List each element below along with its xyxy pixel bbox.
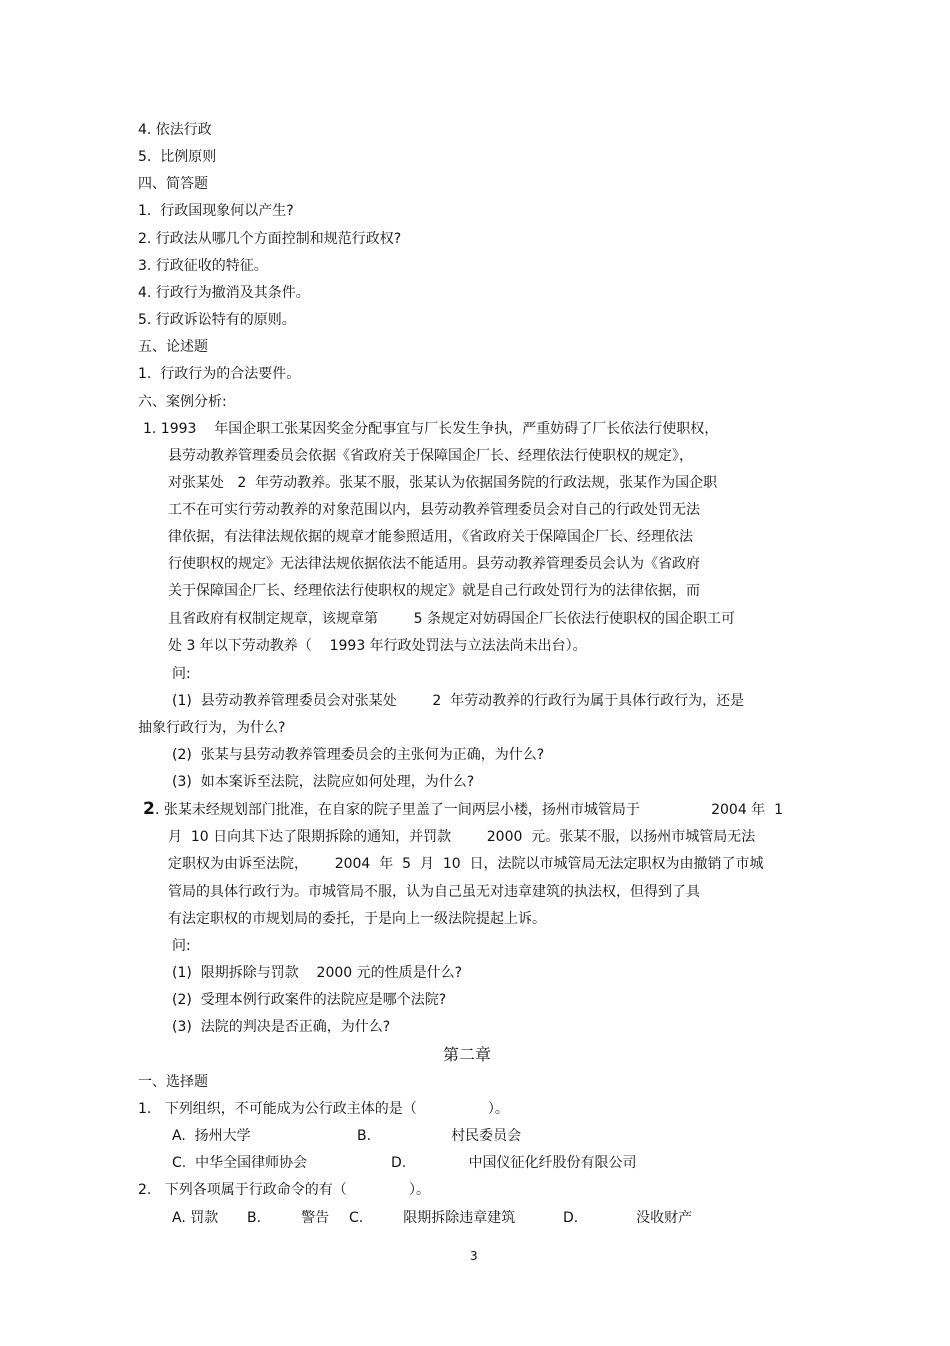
choice-q1-option-a: A. 扬州大学 [172, 1128, 251, 1144]
case2-q1: (1) 限期拆除与罚款 2000 元的性质是什么? [172, 965, 463, 981]
choice-q1-option-c: C. 中华全国律师协会 [172, 1155, 308, 1171]
case1-q3: (3) 如本案诉至法院，法院应如何处理，为什么? [172, 774, 475, 790]
case1-line2: 县劳动教养管理委员会依据《省政府关于保障国企厂长、经理依法行使职权的规定》， [168, 448, 693, 464]
case2-line3: 定职权为由诉至法院， 2004 年 5 月 10 日，法院以市城管局无法定职权为由撤销了市城 [168, 856, 764, 872]
case2-q2: (2) 受理本例行政案件的法院应是哪个法院? [172, 992, 447, 1008]
section-heading-essay: 五、论述题 [138, 339, 208, 355]
case1-line4: 工不在可实行劳动教养的对象范围以内，县劳动教养管理委员会对自己的行政处罚无法 [168, 502, 700, 518]
case1-line5: 律依据，有法律法规依据的规章才能参照适用，《省政府关于保障国企厂长、经理依法 [168, 529, 693, 545]
section-heading-choice: 一、选择题 [138, 1074, 208, 1090]
section-heading-short-answer: 四、简答题 [138, 176, 208, 192]
page-number: 3 [470, 1249, 478, 1263]
case1-q2: (2) 张某与县劳动教养管理委员会的主张何为正确，为什么? [172, 747, 545, 763]
case2-line1: . 张某未经规划部门批准，在自家的院子里盖了一间两层小楼，扬州市城管局于 2004 年 1 [155, 802, 783, 818]
case1-ask: 问: [172, 666, 191, 682]
case2-line5: 有法定职权的市规划局的委托，于是向上一级法院提起上诉。 [168, 911, 546, 927]
case1-line7: 关于保障国企厂长、经理依法行使职权的规定》就是自己行政处罚行为的法律依据，而 [168, 583, 700, 599]
case2-line2: 月 10 日向其下达了限期拆除的通知，并罚款 2000 元。张某不服，以扬州市城管局无法 [168, 829, 756, 845]
short-answer-q5: 5. 行政诉讼特有的原则。 [138, 312, 296, 328]
case2-number: 2 [143, 799, 155, 819]
choice-q1-option-b: B. 村民委员会 [357, 1128, 522, 1144]
choice-q2-stem: 2. 下列各项属于行政命令的有（ ）。 [138, 1182, 431, 1198]
essay-q1: 1. 行政行为的合法要件。 [138, 366, 301, 382]
item-5: 5. 比例原则 [138, 149, 217, 165]
choice-q2-option-d: D. 没收财产 [563, 1210, 693, 1226]
case1-line8: 且省政府有权制定规章，该规章第 5 条规定对妨碍国企厂长依法行使职权的国企职工可 [168, 611, 735, 627]
choice-q2-option-a: A. 罚款 [172, 1210, 219, 1226]
case2-line4: 管局的具体行政行为。市城管局不服，认为自己虽无对违章建筑的执法权，但得到了具 [168, 884, 700, 900]
short-answer-q1: 1. 行政国现象何以产生? [138, 203, 294, 219]
choice-q1-stem: 1. 下列组织，不可能成为公行政主体的是（ ）。 [138, 1101, 509, 1117]
case1-line1: 1. 1993 年国企职工张某因奖金分配事宜与厂长发生争执，严重妨碍了厂长依法行使职权， [143, 421, 719, 437]
case1-line3: 对张某处 2 年劳动教养。张某不服，张某认为依据国务院的行政法规，张某作为国企职 [168, 475, 718, 491]
section-heading-cases: 六、案例分析: [138, 394, 227, 410]
chapter-title: 第二章 [443, 1045, 492, 1064]
case2-q3: (3) 法院的判决是否正确，为什么? [172, 1019, 391, 1035]
choice-q2-option-c: C. 限期拆除违章建筑 [349, 1210, 516, 1226]
case1-line6: 行使职权的规定》无法律法规依据依法不能适用。县劳动教养管理委员会认为《省政府 [168, 556, 700, 572]
case1-q1-line1: (1) 县劳动教养管理委员会对张某处 2 年劳动教养的行政行为属于具体行政行为，还是 [172, 693, 745, 709]
short-answer-q3: 3. 行政征收的特征。 [138, 258, 268, 274]
case1-q1-line2: 抽象行政行为，为什么? [138, 720, 286, 736]
short-answer-q2: 2. 行政法从哪几个方面控制和规范行政权? [138, 231, 402, 247]
choice-q1-option-d: D. 中国仪征化纤股份有限公司 [391, 1155, 637, 1171]
short-answer-q4: 4. 行政行为撤消及其条件。 [138, 285, 310, 301]
case2-ask: 问: [172, 938, 191, 954]
case1-line9: 处 3 年以下劳动教养（ 1993 年行政处罚法与立法法尚未出台）。 [168, 638, 587, 654]
item-4: 4. 依法行政 [138, 122, 212, 138]
choice-q2-option-b: B. 警告 [247, 1210, 330, 1226]
